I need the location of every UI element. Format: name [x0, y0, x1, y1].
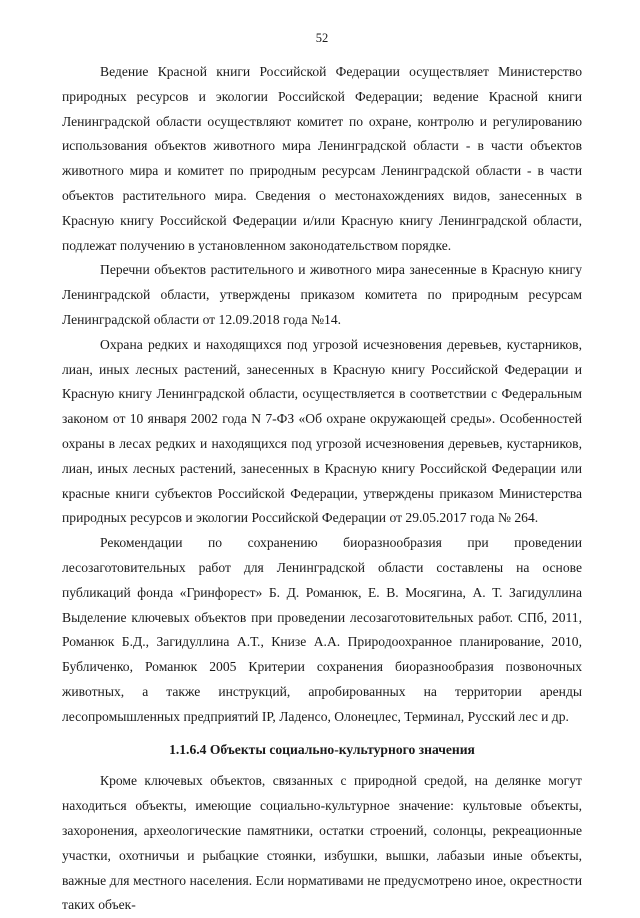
- paragraph-biodiversity-recommendations: Рекомендации по сохранению биоразнообразия при проведении лесозаготовительных работ для Ленинградской области составлены на основе публикаций фонда «Гринфорест» Б. Д. Романюк, Е. В. Мосягина, А. Т. Загидуллина Выделение ключевых объектов при проведении лесозаготовительных работ. СПб, 2011, Романюк Б.Д., Загидуллина А.Т., Книзе А.А. Природоохранное планирование, 2010, Бубличенко, Романюк 2005 Критерии сохранения биоразнообразия позвоночных животных, а также инструкций, апробированных на территории аренды лесопромышленных предприятий IP, Ладенсо, Олонецлес, Терминал, Русский лес и др.: [62, 535, 582, 724]
- paragraph-protection-law: Охрана редких и находящихся под угрозой исчезновения деревьев, кустарников, лиан, иных лесных растений, занесенных в Красную книгу Российской Федерации и Красную книгу Ленинградской области, осуществляется в соответствии с Федеральным законом от 10 января 2002 года N 7-ФЗ «Об охране окружающей среды». Особенностей охраны в лесах редких и находящихся под угрозой исчезновения деревьев, кустарников, лиан, иных лесных растений, занесенных в Красную книгу Российской Федерации или красные книги субъектов Российской Федерации, утверждены приказом Министерства природных ресурсов и экологии Российской Федерации от 29.05.2017 года № 264.: [62, 336, 582, 526]
- page-number: 52: [315, 31, 329, 45]
- paragraph-red-book-management: Ведение Красной книги Российской Федерации осуществляет Министерство природных ресурсов и экологии Российской Федерации; ведение Красной книги Ленинградской области осуществляют комитет по охране, контролю и регулированию использования объектов животного мира Ленинградской области - в части объектов животного мира и комитет по природным ресурсам Ленинградской области - в части объектов растительного мира. Сведения о местонахождениях видов, занесенных в Красную книгу Российской Федерации и/или Красную книгу Ленинградской области, подлежат получению в установленном законодательством порядке.: [62, 64, 582, 253]
- paragraph-species-lists: Перечни объектов растительного и животного мира занесенные в Красную книгу Ленинградской области, утверждены приказом комитета по природным ресурсам Ленинградской области от 12.09.2018 года №14.: [62, 262, 582, 327]
- section-heading: 1.1.6.4 Объекты социально-культурного значения: [169, 741, 475, 757]
- paragraph-cultural-objects: Кроме ключевых объектов, связанных с природной средой, на делянке могут находиться объекты, имеющие социально-культурное значение: культовые объекты, захоронения, археологические памятники, остатки строений, солонцы, рекреационные участки, охотничьи и рыбацкие стоянки, избушки, вышки, лабазыи иные объекты, важные для местного населения. Если нормативами не предусмотрено иное, окрестности таких объек-: [62, 773, 582, 913]
